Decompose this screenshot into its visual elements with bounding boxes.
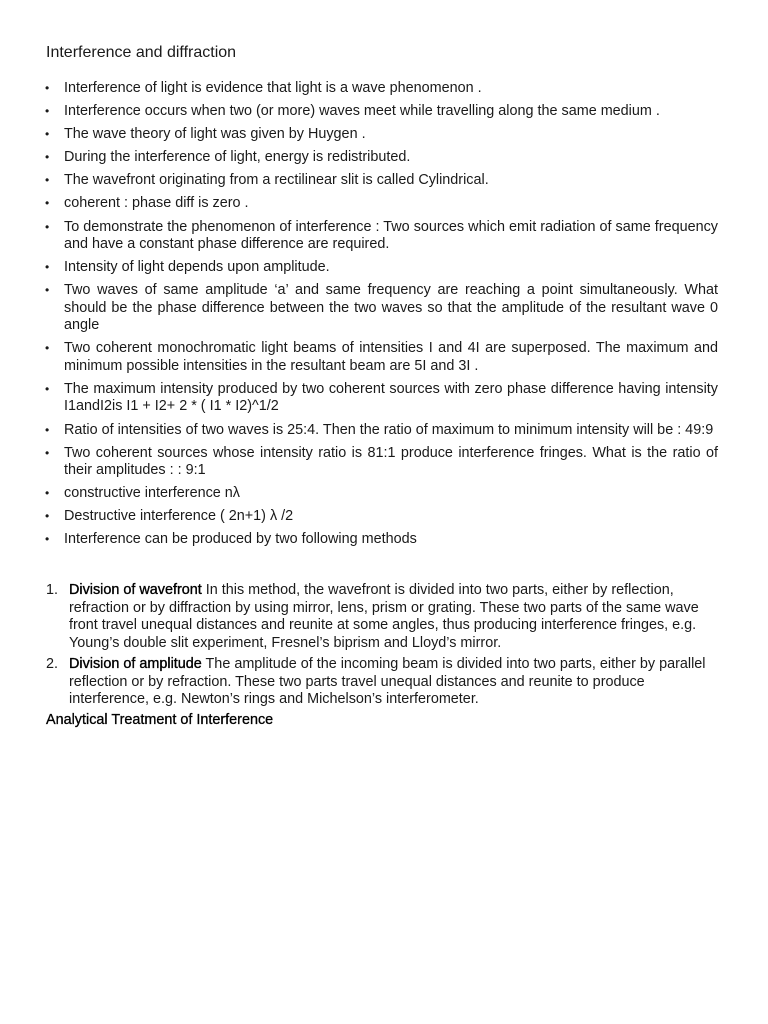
list-item — [0, 485, 768, 503]
bullet-icon: • — [45, 196, 50, 211]
bullet-icon: • — [45, 150, 50, 165]
list-item — [0, 80, 768, 98]
list-item — [0, 282, 768, 335]
bullet-icon: • — [45, 486, 50, 501]
page-title: Interference and diffraction — [46, 44, 237, 61]
method-number: 1. — [46, 582, 59, 598]
bullet-icon: • — [45, 509, 50, 524]
list-item — [0, 103, 768, 121]
list-item-text: During the interference of light, energy is redistributed. — [64, 149, 411, 166]
list-item-text: Ratio of intensities of two waves is 25:4. Then the ratio of maximum to minimum intensity will be : 49:9 — [64, 421, 714, 438]
bullet-icon: • — [45, 219, 50, 234]
bullet-icon: • — [45, 283, 50, 298]
list-item — [0, 422, 768, 440]
list-item — [0, 340, 768, 375]
method-heading: Division of amplitude — [69, 656, 202, 672]
list-item-text: Intensity of light depends upon amplitude. — [64, 259, 330, 276]
list-item-text: Two waves of same amplitude ‘a’ and same frequency are reaching a point simultaneously. What should be the phase difference between the two waves so that the amplitude of the resultant wave 0 angle — [64, 282, 718, 334]
bullet-icon: • — [45, 381, 50, 396]
method-number: 2. — [46, 656, 59, 672]
list-item-text: Interference occurs when two (or more) waves meet while travelling along the same medium . — [64, 103, 660, 120]
list-item — [0, 126, 768, 144]
method-heading: Division of wavefront — [69, 582, 202, 598]
list-item-text: To demonstrate the phenomenon of interference : Two sources which emit radiation of same frequency and have a constant phase difference are required. — [64, 218, 718, 253]
list-item — [0, 445, 768, 480]
bullet-icon: • — [45, 127, 50, 142]
list-item — [0, 195, 768, 213]
list-item-text: Interference of light is evidence that light is a wave phenomenon . — [64, 80, 482, 96]
list-item — [0, 381, 768, 416]
fact-list — [0, 80, 768, 555]
methods-list — [0, 582, 768, 713]
method-text: The amplitude of the incoming beam is divided into two parts, either by parallel reflection or by refraction. These two parts travel unequal distances and reunite to produce interference, e.g. Newton’s rings and Michelson’s interferometer. — [69, 656, 706, 707]
list-item-text: Interference can be produced by two following methods — [64, 531, 417, 548]
list-item-text: Two coherent monochromatic light beams of intensities I and 4I are superposed. The maximum and minimum possible intensities in the resultant beam are 5I and 3I . — [64, 340, 718, 374]
list-item — [0, 259, 768, 277]
list-item — [0, 531, 768, 549]
bullet-icon: • — [45, 173, 50, 188]
bullet-icon: • — [45, 81, 50, 95]
list-item-text: The maximum intensity produced by two coherent sources with zero phase difference having intensity I1andI2is I1 + I2+ 2 * ( I1 * I2)^1/2 — [64, 380, 718, 415]
list-item-text: constructive interference nλ — [64, 485, 240, 502]
bullet-icon: • — [45, 422, 50, 437]
list-item-text: coherent : phase diff is zero . — [64, 195, 249, 212]
method-item — [0, 582, 768, 652]
bullet-icon: • — [45, 532, 50, 547]
list-item-text: Destructive interference ( 2n+1) λ /2 — [64, 508, 294, 525]
bullet-icon: • — [45, 445, 50, 460]
section-heading: Analytical Treatment of Interference — [46, 712, 274, 728]
bullet-icon: • — [45, 341, 50, 356]
list-item — [0, 508, 768, 526]
method-item — [0, 656, 768, 709]
bullet-icon: • — [45, 260, 50, 275]
bullet-icon: • — [45, 104, 50, 119]
list-item — [0, 149, 768, 167]
list-item-text: The wave theory of light was given by Huygen . — [64, 126, 366, 143]
method-text: In this method, the wavefront is divided into two parts, either by reflection, refraction or by diffraction by using mirror, lens, prism or grating. These two parts of the same wave front travel unequal distances and reunite at some angles, thus producing interference fringes, e.g. Young’s double slit experiment, Fresnel’s biprism and Lloyd’s mirror. — [69, 582, 699, 651]
list-item-text: Two coherent sources whose intensity ratio is 81:1 produce interference fringes. What is the ratio of their amplitudes : : 9:1 — [64, 444, 718, 479]
list-item — [0, 172, 768, 190]
list-item-text: The wavefront originating from a rectilinear slit is called Cylindrical. — [64, 172, 489, 189]
list-item — [0, 219, 768, 254]
